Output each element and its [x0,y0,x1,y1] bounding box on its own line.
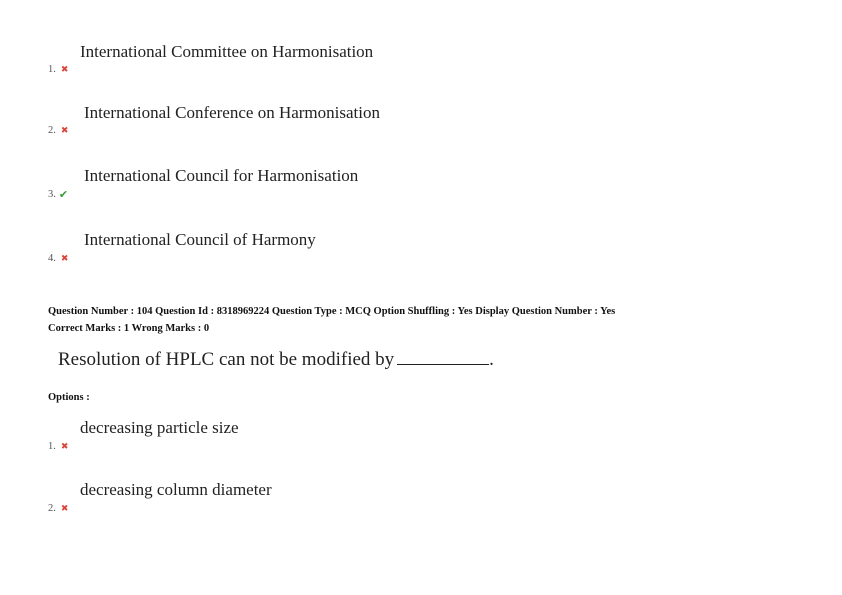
prev-option-1-text: International Committee on Harmonisation [80,42,374,61]
option-2-text: decreasing column diameter [80,480,272,499]
question-meta-line1: Question Number : 104 Question Id : 8318969224 Question Type : MCQ Option Shuffling : Yes Display Question Number : Yes [48,306,616,317]
option-1-text: decreasing particle size [80,418,239,437]
question-text [58,349,494,371]
wrong-icon: ✖ [60,125,69,136]
option-number: 2. [48,503,56,514]
question-text-trailing: . [489,349,494,370]
wrong-icon: ✖ [60,503,69,514]
question-meta-line2: Correct Marks : 1 Wrong Marks : 0 [48,323,210,334]
prev-option-1-marker [48,64,68,75]
option-number: 4. [48,253,56,264]
option-2-marker [48,503,68,514]
wrong-icon: ✖ [60,441,69,452]
prev-option-4-marker [48,253,68,264]
option-number: 3. [48,189,56,200]
prev-option-4-text: International Council of Harmony [84,230,316,249]
prev-option-3-text: International Council for Harmonisation [84,166,359,185]
option-number: 1. [48,64,56,75]
wrong-icon: ✖ [60,64,69,75]
prev-option-2-text: International Conference on Harmonisation [84,103,380,122]
option-number: 2. [48,125,56,136]
options-label: Options : [48,392,90,403]
question-text-body: Resolution of HPLC can not be modified by [58,349,395,370]
option-1-marker [48,441,68,452]
option-number: 1. [48,441,56,452]
check-icon: ✔ [58,188,69,201]
wrong-icon: ✖ [60,253,69,264]
prev-option-3-marker [48,188,68,201]
prev-option-2-marker [48,125,68,136]
answer-blank [397,363,489,365]
